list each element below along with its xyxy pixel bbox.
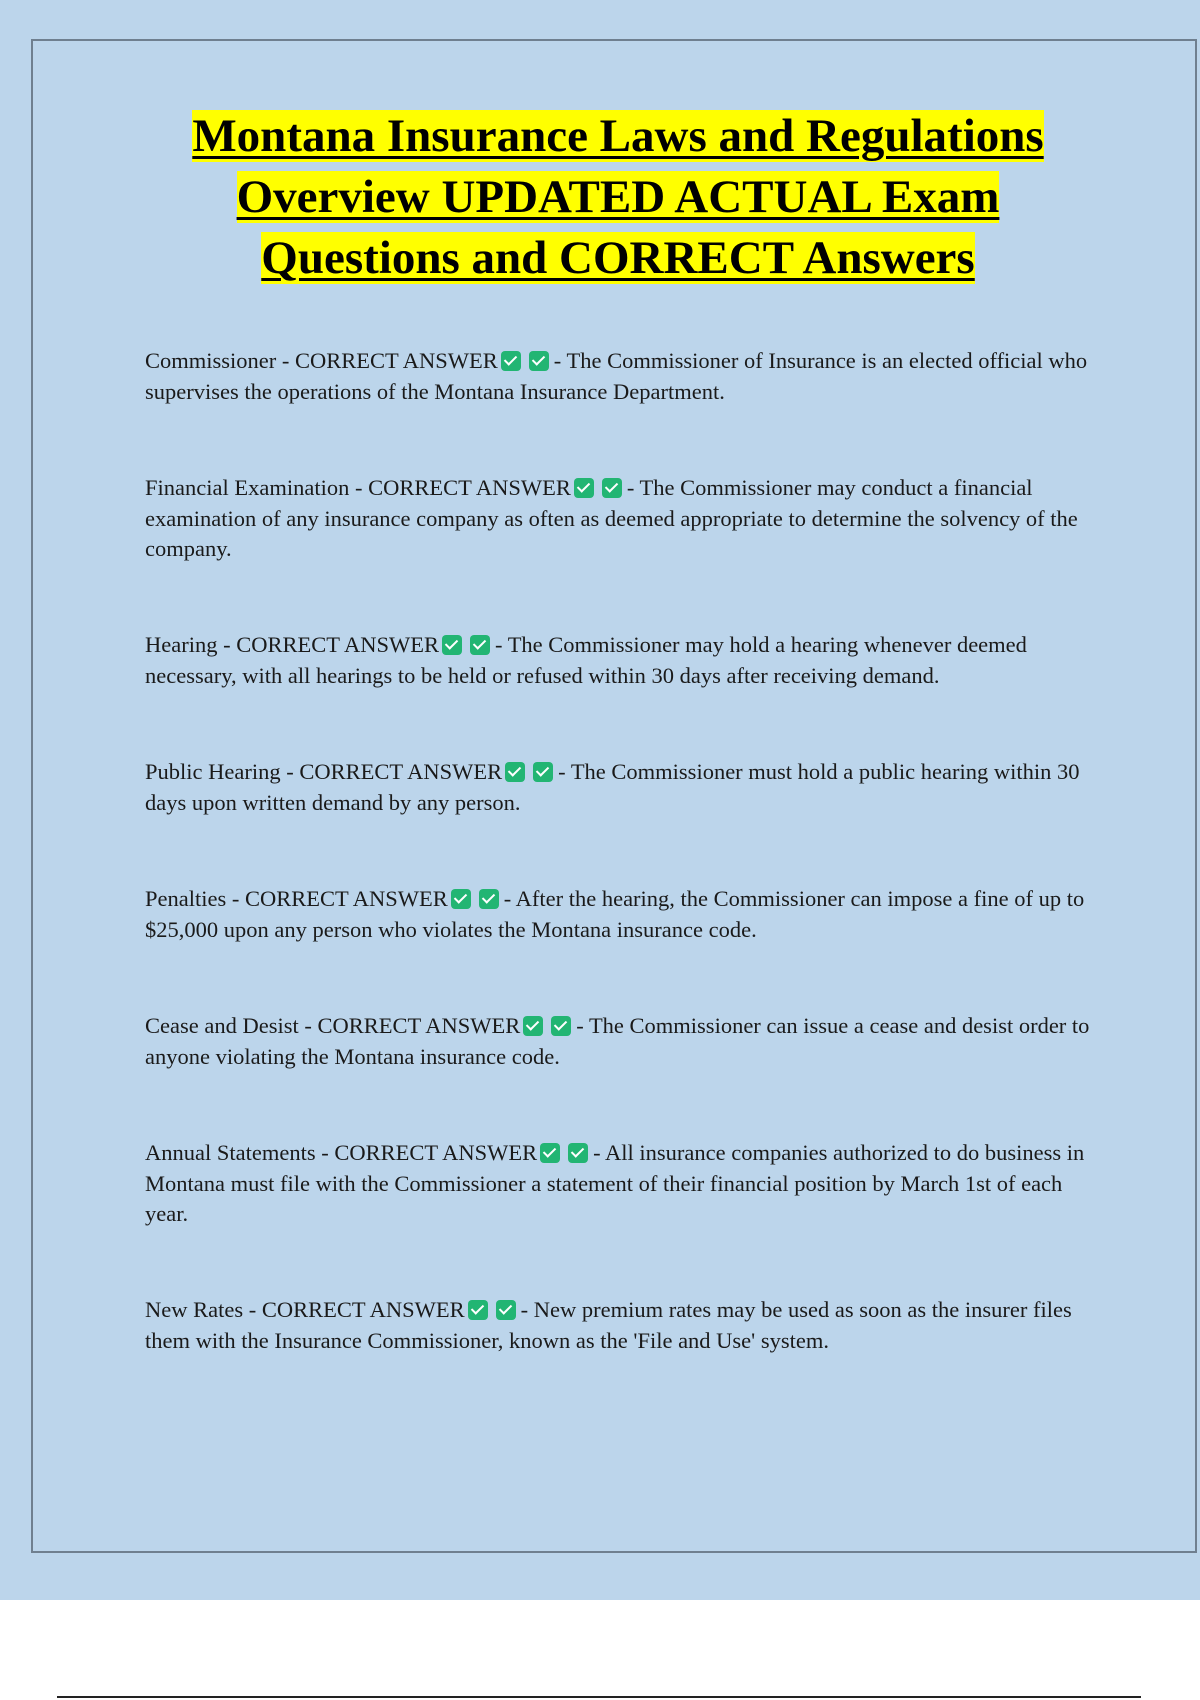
page-footer-rule (57, 1696, 1141, 1698)
entry-marker: CORRECT ANSWER (317, 1013, 521, 1038)
title-line-2: Overview UPDATED ACTUAL Exam (236, 171, 1000, 223)
entry-hearing: Hearing - CORRECT ANSWER - The Commissioner may hold a hearing whenever deemed necessary, with all hearings to be held or refused within 30 days after receiving demand. (145, 632, 1027, 688)
check-mark-button-icon (468, 1300, 488, 1320)
entry-term: Public Hearing (145, 759, 281, 784)
check-mark-button-icon (470, 635, 490, 655)
check-mark-button-icon (551, 1016, 571, 1036)
title-line-1: Montana Insurance Laws and Regulations (192, 110, 1044, 162)
check-mark-button-icon (568, 1143, 588, 1163)
entry-term: New Rates (145, 1297, 244, 1322)
check-mark-button-icon (540, 1143, 560, 1163)
entry-annual-statements: Annual Statements - CORRECT ANSWER - All insurance companies authorized to do business in Montana must file with the Commissioner a statement of their financial position by March 1st of each year. (145, 1140, 1085, 1226)
entry-marker: CORRECT ANSWER (368, 475, 571, 500)
entry-marker: CORRECT ANSWER (236, 632, 439, 657)
check-mark-button-icon (442, 635, 462, 655)
entry-marker: CORRECT ANSWER (334, 1140, 538, 1165)
entry-marker: CORRECT ANSWER (295, 348, 498, 373)
entry-term: Cease and Desist (145, 1013, 299, 1038)
entry-marker: CORRECT ANSWER (244, 886, 448, 911)
entry-definition: The Commissioner may hold a hearing whenever deemed necessary, with all hearings to be held or refused within 30 days after receiving demand. (145, 632, 1027, 688)
entry-definition: The Commissioner must hold a public hearing within 30 days upon written demand by any person. (145, 759, 1080, 815)
check-mark-button-icon (533, 762, 553, 782)
entry-definition: The Commissioner can issue a cease and desist order to anyone violating the Montana insurance code. (145, 1013, 1090, 1069)
entry-definition: New premium rates may be used as soon as the insurer files them with the Insurance Commissioner, known as the 'File and Use' system. (145, 1297, 1072, 1353)
check-mark-button-icon (496, 1300, 516, 1320)
entry-financial-examination: Financial Examination - CORRECT ANSWER - The Commissioner may conduct a financial examination of any insurance company as often as deemed appropriate to determine the solvency of the company. (145, 475, 1078, 561)
entry-marker: CORRECT ANSWER (299, 759, 503, 784)
entry-term: Commissioner (145, 348, 277, 373)
entry-public-hearing: Public Hearing - CORRECT ANSWER - The Commissioner must hold a public hearing within 30 days upon written demand by any person. (145, 759, 1080, 815)
check-mark-button-icon (501, 351, 521, 371)
check-mark-button-icon (479, 889, 499, 909)
entry-penalties: Penalties - CORRECT ANSWER - After the hearing, the Commissioner can impose a fine of up to $25,000 upon any person who violates the Montana insurance code. (145, 886, 1085, 942)
entry-term: Annual Statements (145, 1140, 316, 1165)
check-mark-button-icon (451, 889, 471, 909)
check-mark-button-icon (602, 478, 622, 498)
document-title (0, 106, 1200, 289)
entry-commissioner: Commissioner - CORRECT ANSWER - The Commissioner of Insurance is an elected official who supervises the operations of the Montana Insurance Department. (145, 348, 1088, 404)
entry-term: Hearing (145, 632, 218, 657)
check-mark-button-icon (529, 351, 549, 371)
entry-term: Penalties (145, 886, 227, 911)
entry-new-rates: New Rates - CORRECT ANSWER - New premium rates may be used as soon as the insurer files them with the Insurance Commissioner, known as the 'File and Use' system. (145, 1297, 1072, 1353)
check-mark-button-icon (574, 478, 594, 498)
entry-marker: CORRECT ANSWER (261, 1297, 465, 1322)
entry-definition: The Commissioner may conduct a financial examination of any insurance company as often as deemed appropriate to determine the solvency of the company. (145, 475, 1078, 561)
title-line-3: Questions and CORRECT Answers (261, 232, 975, 284)
check-mark-button-icon (523, 1016, 543, 1036)
entry-definition: All insurance companies authorized to do business in Montana must file with the Commissioner a statement of their financial position by March 1st of each year. (145, 1140, 1085, 1226)
entry-term: Financial Examination (145, 475, 350, 500)
check-mark-button-icon (505, 762, 525, 782)
entry-definition: The Commissioner of Insurance is an elected official who supervises the operations of the Montana Insurance Department. (145, 348, 1088, 404)
entry-cease-and-desist: Cease and Desist - CORRECT ANSWER - The Commissioner can issue a cease and desist order to anyone violating the Montana insurance code. (145, 1013, 1090, 1069)
entry-definition: After the hearing, the Commissioner can impose a fine of up to $25,000 upon any person who violates the Montana insurance code. (145, 886, 1085, 942)
